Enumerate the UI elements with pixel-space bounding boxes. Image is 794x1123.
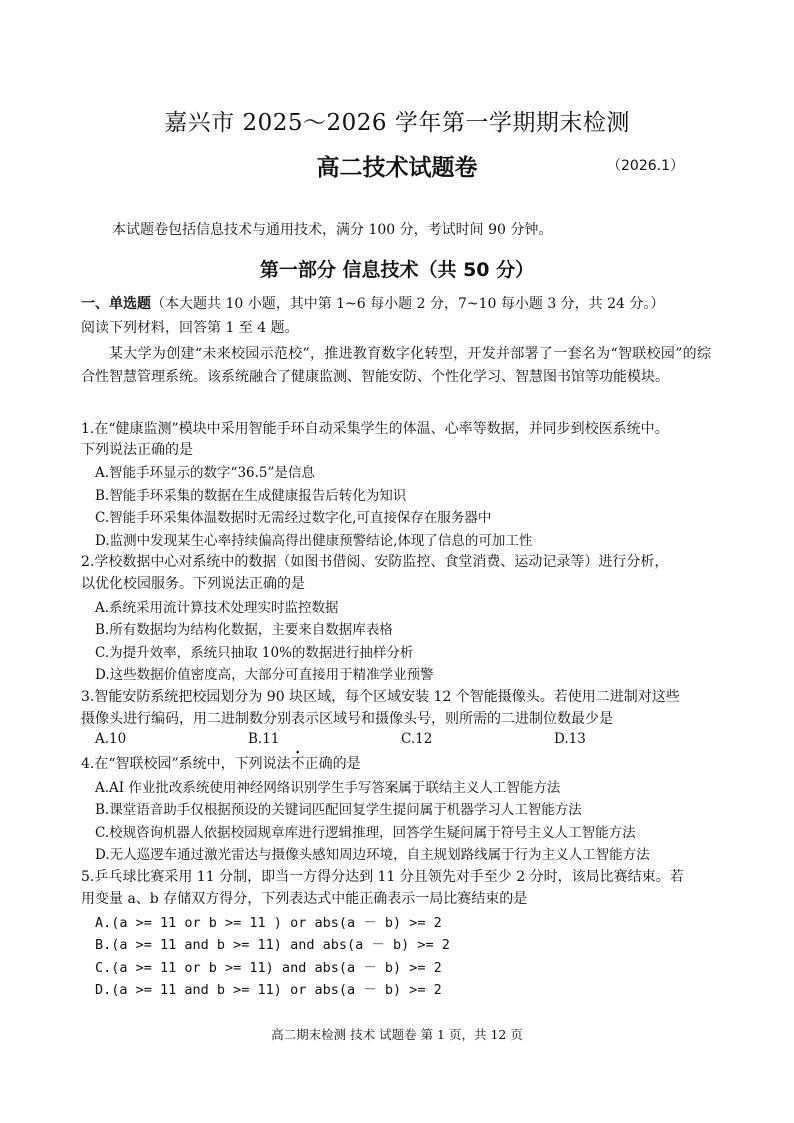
section-heading (81, 293, 664, 313)
q5-stem-line1: 5.乒乓球比赛采用 11 分制，即当一方得分达到 11 分且领先对手至少 2 分时，该局比赛结束。若 (81, 869, 684, 885)
q1-option-a: A.智能手环显示的数字“36.5”是信息 (95, 465, 315, 481)
q1-stem-line2: 下列说法正确的是 (81, 442, 193, 458)
q1-option-c: C.智能手环采集体温数据时无需经过数字化,可直接保存在服务器中 (95, 510, 492, 526)
exam-title: 嘉兴市 2025～2026 学年第一学期期末检测 (164, 110, 630, 136)
q4-option-c: C.校规咨询机器人依据校园规章库进行逻辑推理，回答学生疑问属于符号主义人工智能方法 (95, 825, 636, 841)
q3-option-b: B.11 (248, 731, 280, 747)
section-label: 一、单选题 (81, 296, 151, 312)
q2-option-b: B.所有数据均为结构化数据，主要来自数据库表格 (95, 622, 393, 638)
part-title: 第一部分 信息技术（共 50 分） (259, 259, 535, 281)
q1-option-b: B.智能手环采集的数据在生成健康报告后转化为知识 (95, 488, 407, 504)
q5-option-b: B.(a >= 11 and b >= 11) and abs(a － b) >= 2 (95, 937, 450, 953)
page-footer: 高二期末检测 技术 试题卷 第 1 页，共 12 页 (271, 1027, 523, 1042)
q3-option-a: A.10 (95, 731, 127, 747)
reading-material: 某大学为创建“未来校园示范校”，推进教育数字化转型，开发并部署了一套名为“智联校园”的综合性智慧管理系统。该系统融合了健康监测、智能安防、个性化学习、智慧图书馆等功能模块。 (81, 346, 711, 385)
q4-stem-post: 正确的是 (304, 756, 361, 772)
q3-stem-line1: 3.智能安防系统把校园划分为 90 块区域，每个区域安装 12 个智能摄像头。若使用二进制对这些 (81, 689, 680, 705)
q4-option-a: A.AI 作业批改系统使用神经网络识别学生手写答案属于联结主义人工智能方法 (95, 780, 561, 796)
exam-intro: 本试题卷包括信息技术与通用技术，满分 100 分，考试时间 90 分钟。 (112, 222, 553, 238)
q2-option-d: D.这些数据价值密度高，大部分可直接用于精准学业预警 (95, 667, 434, 683)
q5-option-a: A.(a >= 11 or b >= 11 ) or abs(a － b) >= 2 (95, 915, 442, 931)
q5-option-d: D.(a >= 11 and b >= 11) or abs(a － b) >= 2 (95, 982, 442, 998)
q4-stem-pre: 4.在“智联校园”系统中，下列说法 (81, 756, 291, 772)
q3-option-d: D.13 (554, 731, 586, 747)
q4-option-d: D.无人巡逻车通过激光雷达与摄像头感知周边环境，自主规划路线属于行为主义人工智能方法 (95, 847, 650, 863)
q2-option-c: C.为提升效率，系统只抽取 10%的数据进行抽样分析 (95, 645, 414, 661)
section-note: （本大题共 10 小题，其中第 1~6 每小题 2 分，7~10 每小题 3 分，共 24 分。） (151, 296, 665, 312)
read-instruction: 阅读下列材料，回答第 1 至 4 题。 (81, 320, 299, 336)
q5-option-c: C.(a >= 11 or b >= 11) and abs(a － b) >= 2 (95, 960, 442, 976)
q2-stem-line1: 2.学校数据中心对系统中的数据（如图书借阅、安防监控、食堂消费、运动记录等）进行分析， (81, 554, 669, 570)
q2-option-a: A.系统采用流计算技术处理实时监控数据 (95, 600, 339, 616)
q3-stem-line2: 摄像头进行编码，用二进制数分别表示区域号和摄像头号，则所需的二进制位数最少是 (81, 711, 613, 727)
q4-option-b: B.课堂语音助手仅根据预设的关键词匹配回复学生提问属于机器学习人工智能方法 (95, 802, 582, 818)
exam-subtitle: 高二技术试题卷 (316, 155, 478, 181)
exam-date: （2026.1） (607, 158, 684, 174)
q1-stem-line1: 1.在“健康监测”模块中采用智能手环自动采集学生的体温、心率等数据，并同步到校医系统中。 (81, 421, 669, 437)
q4-stem-emphasis: 不 (290, 756, 305, 772)
q2-stem-line2: 以优化校园服务。下列说法正确的是 (81, 576, 305, 592)
q5-stem-line2: 用变量 a、b 存储双方得分，下列表达式中能正确表示一局比赛结束的是 (81, 891, 528, 907)
q3-option-c: C.12 (401, 731, 433, 747)
q4-stem (81, 753, 361, 773)
q1-option-d: D.监测中发现某生心率持续偏高得出健康预警结论,体现了信息的可加工性 (95, 533, 533, 549)
